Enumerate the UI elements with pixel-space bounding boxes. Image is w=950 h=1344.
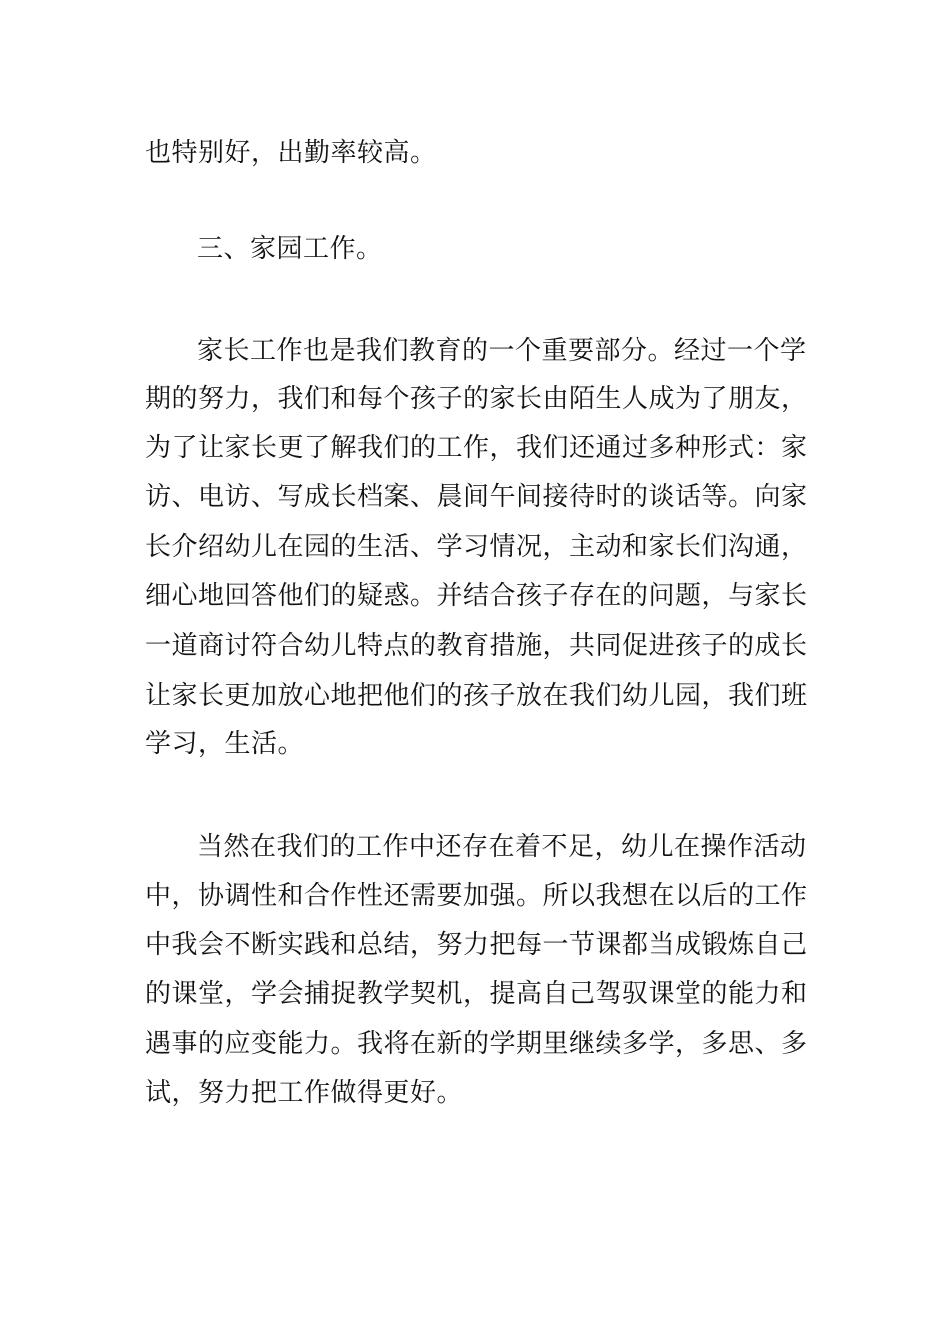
section-heading: 三、家园工作。: [197, 234, 383, 264]
paragraph-line: 学习，生活。: [145, 729, 305, 759]
paragraph-line: 中，协调性和合作性还需要加强。所以我想在以后的工作: [145, 881, 808, 911]
paragraph-line: 期的努力，我们和每个孩子的家长由陌生人成为了朋友，: [145, 384, 808, 414]
paragraph-line: 为了让家长更了解我们的工作，我们还通过多种形式：家: [145, 433, 808, 463]
paragraph-line: 中我会不断实践和总结，努力把每一节课都当成锻炼自己: [145, 930, 808, 960]
paragraph-line: 遇事的应变能力。我将在新的学期里继续多学，多思、多: [145, 1029, 808, 1059]
paragraph-line: 细心地回答他们的疑惑。并结合孩子存在的问题，与家长: [145, 581, 808, 611]
continuation-line: 也特别好，出勤率较高。: [145, 138, 437, 168]
paragraph-line: 长介绍幼儿在园的生活、学习情况，主动和家长们沟通，: [145, 532, 808, 562]
paragraph-line: 试，努力把工作做得更好。: [145, 1078, 464, 1108]
paragraph-line: 的课堂，学会捕捉教学契机，提高自己驾驭课堂的能力和: [145, 979, 808, 1009]
paragraph-line: 一道商讨符合幼儿特点的教育措施，共同促进孩子的成长: [145, 631, 808, 661]
paragraph-line: 家长工作也是我们教育的一个重要部分。经过一个学: [197, 336, 807, 366]
paragraph-line: 访、电访、写成长档案、晨间午间接待时的谈话等。向家: [145, 482, 808, 512]
paragraph-line: 当然在我们的工作中还存在着不足，幼儿在操作活动: [197, 832, 807, 862]
paragraph-line: 让家长更加放心地把他们的孩子放在我们幼儿园，我们班: [145, 681, 808, 711]
